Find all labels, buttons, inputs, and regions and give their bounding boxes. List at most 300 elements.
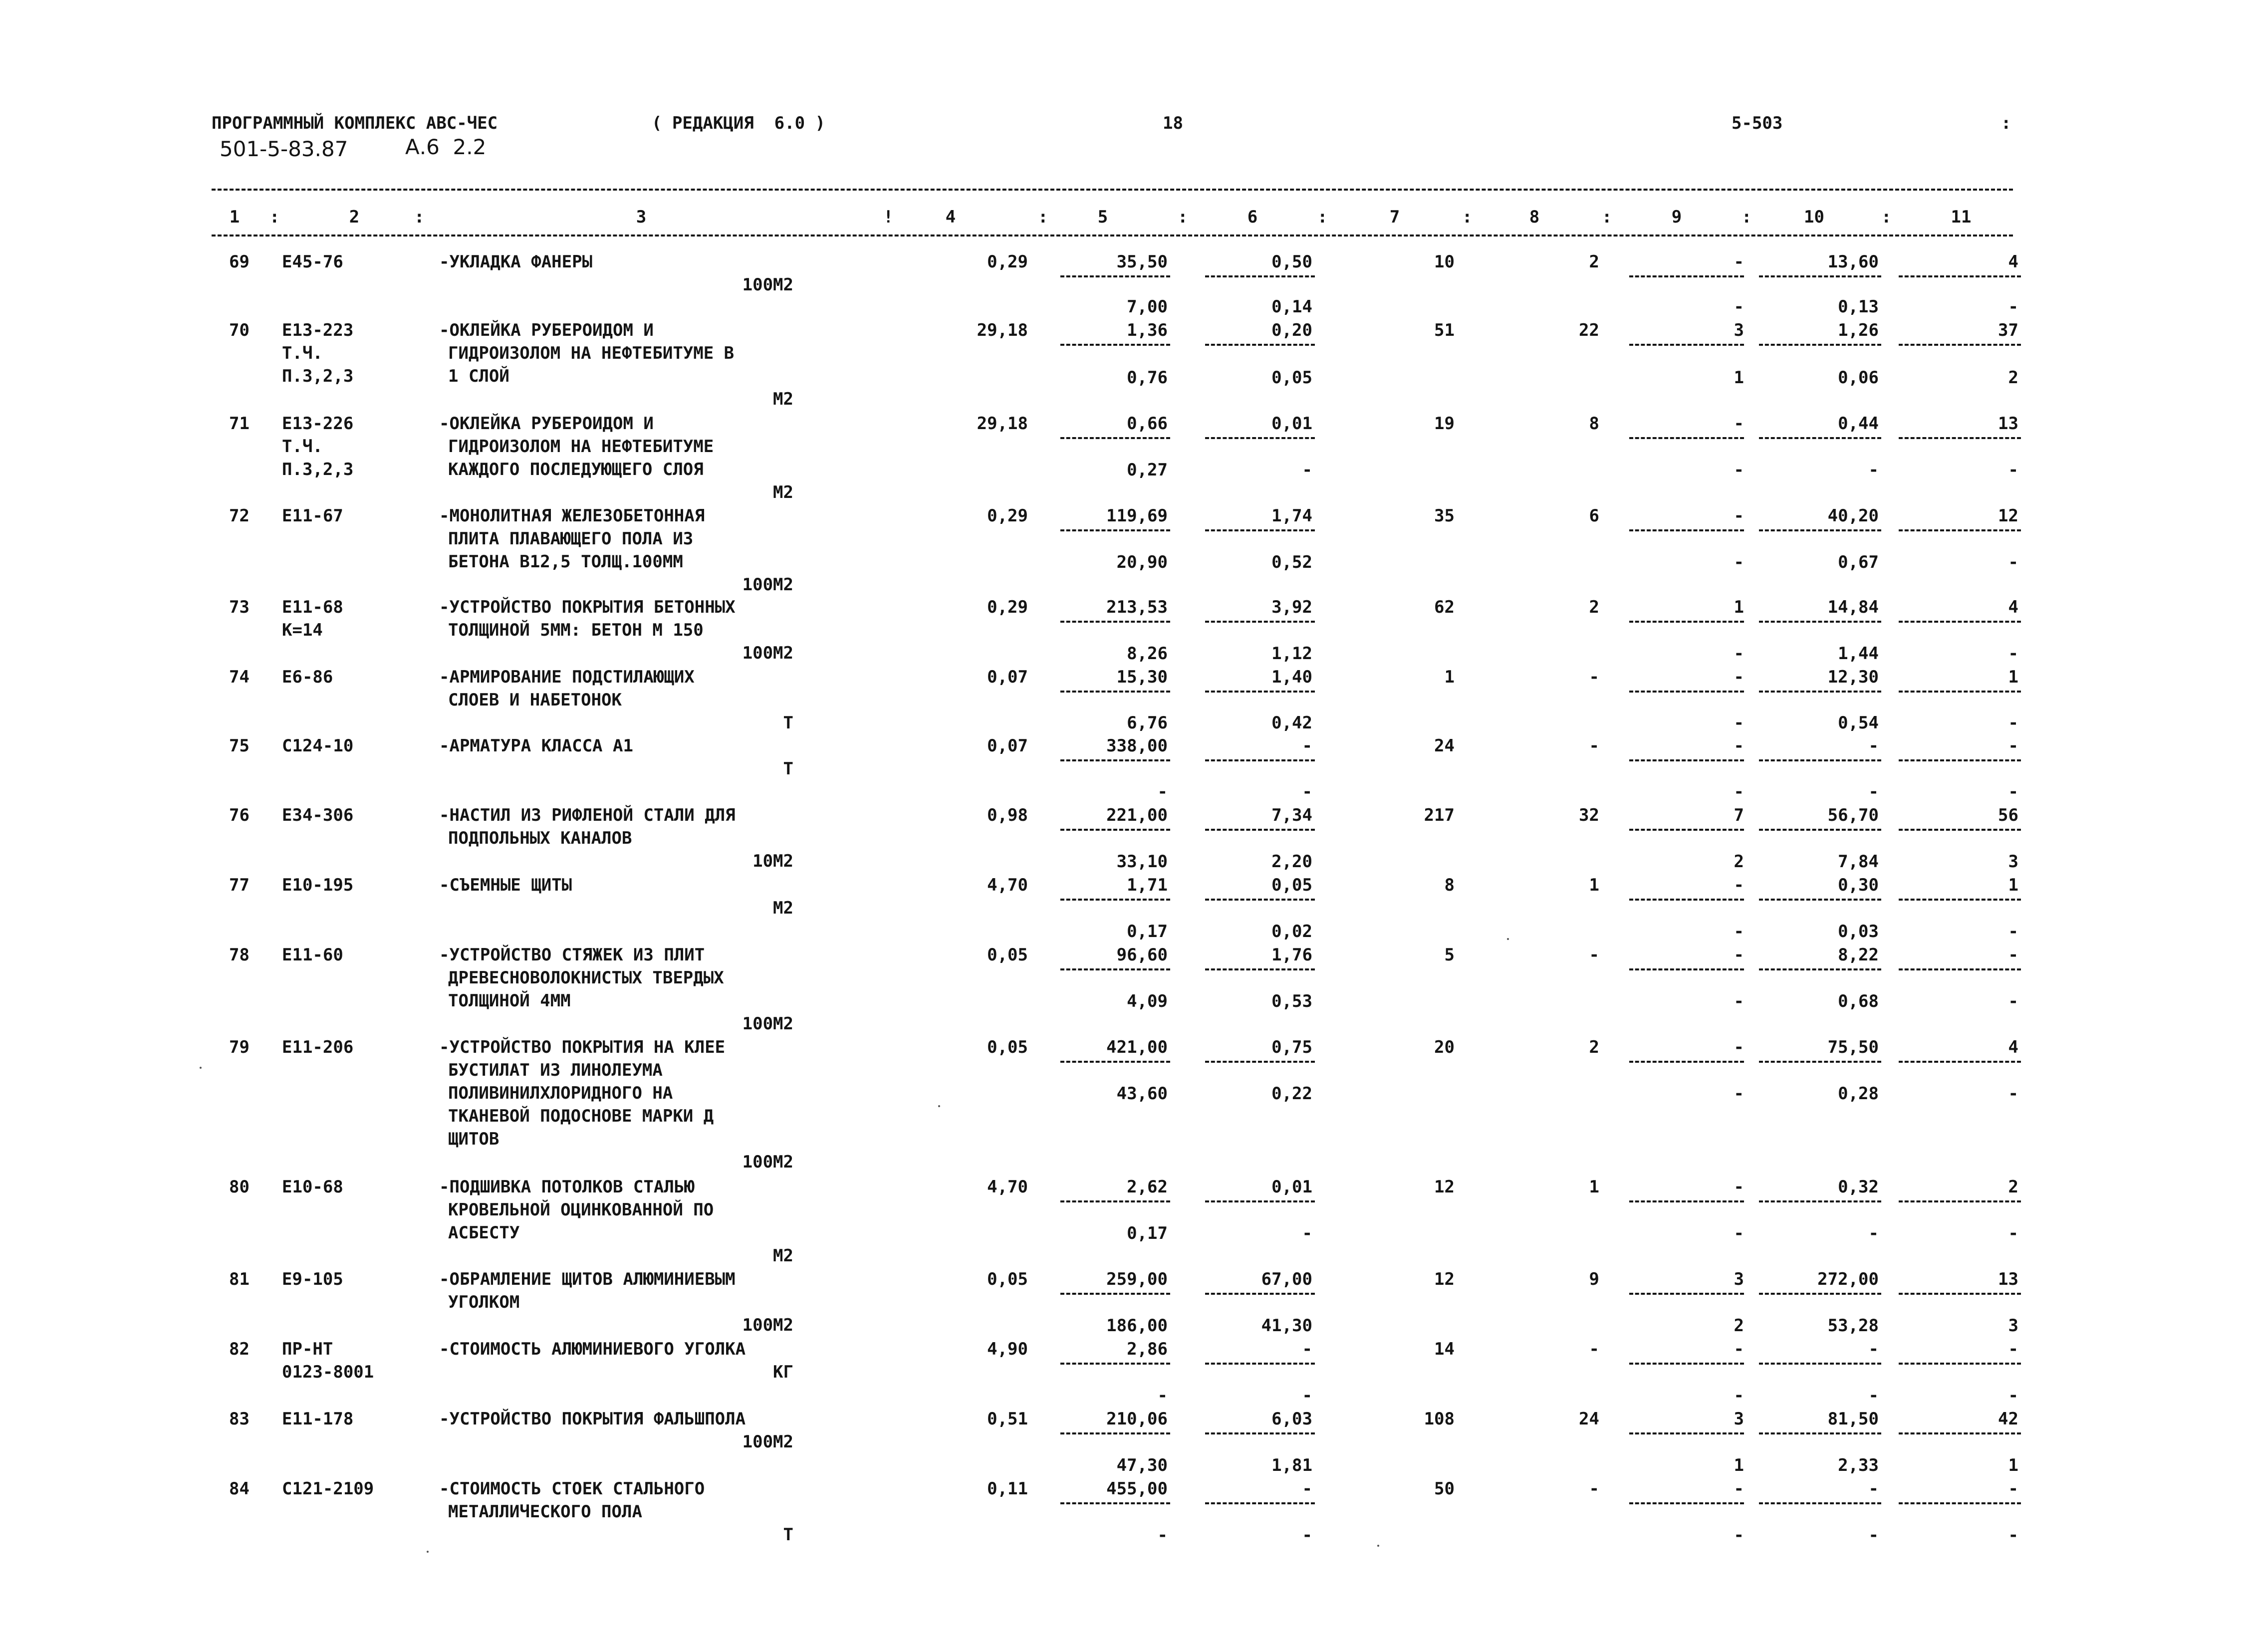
work-description: -НАСТИЛ ИЗ РИФЛЕНОЙ СТАЛИ ДЛЯ <box>439 805 736 825</box>
operator-hours: - <box>1868 1223 1879 1243</box>
operator-hours: 0,03 <box>1838 922 1879 942</box>
value-rule <box>1759 1432 1881 1434</box>
quantity-value: 0,05 <box>987 1269 1028 1289</box>
value-rule <box>1759 1502 1881 1504</box>
labor-hours: 0,30 <box>1838 875 1879 895</box>
wage-machine-total: 1 <box>1734 1455 1744 1475</box>
norm-code: Е6-86 <box>282 667 333 687</box>
cost-machines: 3,92 <box>1271 597 1312 617</box>
work-description: КРОВЕЛЬНОЙ ОЦИНКОВАННОЙ ПО <box>448 1200 714 1220</box>
operator-hours: 53,28 <box>1827 1316 1879 1336</box>
work-description: СЛОЕВ И НАБЕТОНОК <box>448 690 622 710</box>
machine-total: - <box>1734 667 1744 687</box>
value-rule <box>1629 691 1744 693</box>
row-number: 77 <box>229 875 249 895</box>
wage-in-cost: 0,17 <box>1127 1223 1168 1243</box>
value-rule <box>1899 275 2021 277</box>
wage-in-cost: - <box>1157 782 1168 802</box>
labor-cost: 1 <box>1589 875 1599 895</box>
work-description: ГИДРОИЗОЛОМ НА НЕФТЕБИТУМЕ <box>448 437 714 457</box>
labor-hours: - <box>1868 1479 1879 1499</box>
work-description: ПОДПОЛЬНЫХ КАНАЛОВ <box>448 828 632 848</box>
row-number: 71 <box>229 414 249 434</box>
work-description: -УСТРОЙСТВО ПОКРЫТИЯ ФАЛЬШПОЛА <box>439 1409 746 1429</box>
value-rule <box>1629 1502 1744 1504</box>
operator-hours: - <box>1868 782 1879 802</box>
labor-cost: 6 <box>1589 506 1599 526</box>
labor-hours-total: 56 <box>1998 805 2018 825</box>
wage-in-machines: 41,30 <box>1261 1316 1312 1336</box>
edition-label: ( РЕДАКЦИЯ 6.0 ) <box>652 113 825 133</box>
norm-code: Е13-223 <box>282 320 354 340</box>
cost-total: 96,60 <box>1116 945 1168 965</box>
value-rule <box>1205 829 1315 831</box>
value-rule <box>1060 529 1170 531</box>
operator-hours-total: - <box>2008 991 2018 1011</box>
work-description: АСБЕСТУ <box>448 1223 520 1243</box>
labor-cost: 24 <box>1579 1409 1599 1429</box>
value-rule <box>1205 1061 1315 1063</box>
wage-in-machines: 0,14 <box>1271 297 1312 317</box>
row-number: 72 <box>229 506 249 526</box>
work-description: ТОЛЩИНОЙ 5ММ: БЕТОН М 150 <box>448 620 704 640</box>
cost-machines: 0,20 <box>1271 320 1312 340</box>
value-rule <box>1205 344 1315 346</box>
wage-in-machines: - <box>1302 1386 1312 1406</box>
cost-machines: 67,00 <box>1261 1269 1312 1289</box>
corner-mark: : <box>2001 113 2011 133</box>
wage-in-cost: 0,27 <box>1127 460 1168 480</box>
column-separator: : <box>1881 207 1892 227</box>
value-rule <box>1060 1432 1170 1434</box>
unit-of-measure: М2 <box>773 1246 793 1266</box>
header-top-rule <box>212 189 2013 191</box>
work-description: -ОКЛЕЙКА РУБЕРОИДОМ И <box>439 320 654 340</box>
labor-hours: 272,00 <box>1817 1269 1879 1289</box>
cost-total: 35,50 <box>1116 252 1168 272</box>
row-number: 75 <box>229 736 249 756</box>
operator-hours: 7,84 <box>1838 852 1879 872</box>
work-description: -ОКЛЕЙКА РУБЕРОИДОМ И <box>439 414 654 434</box>
value-rule <box>1629 1200 1744 1202</box>
machine-total: 3 <box>1734 1409 1744 1429</box>
value-rule <box>1629 437 1744 439</box>
quantity-value: 0,05 <box>987 1037 1028 1057</box>
value-rule <box>1205 621 1315 623</box>
machine-total: - <box>1734 1037 1744 1057</box>
cost-machines: 0,05 <box>1271 875 1312 895</box>
work-description: МЕТАЛЛИЧЕСКОГО ПОЛА <box>448 1502 642 1522</box>
labor-cost: 22 <box>1579 320 1599 340</box>
value-rule <box>1060 1293 1170 1295</box>
work-description: ЩИТОВ <box>448 1129 499 1149</box>
quantity-value: 29,18 <box>977 320 1028 340</box>
document-id: 501-5-83.87 <box>220 137 348 161</box>
wage-machine-total: 1 <box>1734 368 1744 388</box>
column-header-11: 11 <box>1951 207 1972 227</box>
value-rule <box>1899 829 2021 831</box>
column-separator: : <box>1178 207 1188 227</box>
norm-code: П.3,2,3 <box>282 460 354 479</box>
machine-total: 7 <box>1734 805 1744 825</box>
quantity-value: 4,70 <box>987 875 1028 895</box>
work-description: -АРМИРОВАНИЕ ПОДСТИЛАЮЩИХ <box>439 667 695 687</box>
value-rule <box>1060 691 1170 693</box>
labor-hours-total: - <box>2008 945 2018 965</box>
labor-hours-total: 12 <box>1998 506 2018 526</box>
scan-speck <box>1377 1545 1379 1547</box>
labor-hours: 40,20 <box>1827 506 1879 526</box>
total-cost: 14 <box>1434 1339 1455 1359</box>
row-number: 79 <box>229 1037 249 1057</box>
row-number: 81 <box>229 1269 249 1289</box>
labor-hours-total: - <box>2008 1479 2018 1499</box>
total-cost: 12 <box>1434 1269 1455 1289</box>
quantity-value: 0,98 <box>987 805 1028 825</box>
scan-speck <box>427 1551 429 1553</box>
cost-total: 259,00 <box>1106 1269 1168 1289</box>
page-number: 18 <box>1163 113 1183 133</box>
row-number: 70 <box>229 320 249 340</box>
header-bottom-rule <box>212 235 2013 236</box>
scan-speck <box>1507 938 1509 940</box>
operator-hours: - <box>1868 1386 1879 1406</box>
row-number: 83 <box>229 1409 249 1429</box>
total-cost: 19 <box>1434 414 1455 434</box>
work-description: -ПОДШИВКА ПОТОЛКОВ СТАЛЬЮ <box>439 1177 695 1197</box>
value-rule <box>1899 1293 2021 1295</box>
row-number: 76 <box>229 805 249 825</box>
wage-machine-total: - <box>1734 1386 1744 1406</box>
wage-in-machines: - <box>1302 1223 1312 1243</box>
total-cost: 8 <box>1444 875 1455 895</box>
value-rule <box>1060 1200 1170 1202</box>
labor-hours: 1,26 <box>1838 320 1879 340</box>
labor-hours-total: 4 <box>2008 252 2018 272</box>
value-rule <box>1759 529 1881 531</box>
cost-machines: 6,03 <box>1271 1409 1312 1429</box>
value-rule <box>1899 691 2021 693</box>
labor-cost: - <box>1589 1479 1599 1499</box>
column-header-4: 4 <box>945 207 956 227</box>
labor-hours: 13,60 <box>1827 252 1879 272</box>
cost-machines: - <box>1302 1339 1312 1359</box>
operator-hours: - <box>1868 1525 1879 1545</box>
scan-speck <box>200 1067 202 1069</box>
value-rule <box>1759 899 1881 901</box>
labor-cost: 32 <box>1579 805 1599 825</box>
wage-in-machines: 1,81 <box>1271 1455 1312 1475</box>
value-rule <box>1060 759 1170 761</box>
norm-code: П.3,2,3 <box>282 366 354 386</box>
operator-hours-total: 3 <box>2008 852 2018 872</box>
total-cost: 50 <box>1434 1479 1455 1499</box>
value-rule <box>1205 1293 1315 1295</box>
cost-machines: 0,50 <box>1271 252 1312 272</box>
machine-total: - <box>1734 1479 1744 1499</box>
work-description: КАЖДОГО ПОСЛЕДУЮЩЕГО СЛОЯ <box>448 460 704 479</box>
operator-hours: 0,68 <box>1838 991 1879 1011</box>
labor-cost: - <box>1589 1339 1599 1359</box>
machine-total: - <box>1734 875 1744 895</box>
cost-total: 0,66 <box>1127 414 1168 434</box>
operator-hours-total: - <box>2008 1223 2018 1243</box>
wage-in-cost: 33,10 <box>1116 852 1168 872</box>
value-rule <box>1060 1061 1170 1063</box>
unit-of-measure: 100М2 <box>742 275 793 295</box>
row-number: 84 <box>229 1479 249 1499</box>
value-rule <box>1629 621 1744 623</box>
work-description: УГОЛКОМ <box>448 1292 520 1312</box>
wage-machine-total: - <box>1734 1084 1744 1104</box>
operator-hours-total: - <box>2008 782 2018 802</box>
wage-in-cost: 6,76 <box>1127 713 1168 733</box>
total-cost: 62 <box>1434 597 1455 617</box>
column-header-2: 2 <box>349 207 360 227</box>
value-rule <box>1899 1432 2021 1434</box>
unit-of-measure: 100М2 <box>742 1315 793 1335</box>
value-rule <box>1759 344 1881 346</box>
value-rule <box>1759 1200 1881 1202</box>
row-number: 73 <box>229 597 249 617</box>
value-rule <box>1759 968 1881 970</box>
wage-machine-total: - <box>1734 713 1744 733</box>
wage-machine-total: - <box>1734 1525 1744 1545</box>
machine-total: 3 <box>1734 1269 1744 1289</box>
wage-in-cost: 43,60 <box>1116 1084 1168 1104</box>
value-rule <box>1205 1432 1315 1434</box>
value-rule <box>1899 899 2021 901</box>
wage-machine-total: - <box>1734 922 1744 942</box>
project-code: 5-503 <box>1732 113 1783 133</box>
work-description: -МОНОЛИТНАЯ ЖЕЛЕЗОБЕТОННАЯ <box>439 506 705 526</box>
unit-of-measure: Т <box>783 713 793 733</box>
value-rule <box>1629 1293 1744 1295</box>
labor-hours: 0,44 <box>1838 414 1879 434</box>
operator-hours-total: 3 <box>2008 1316 2018 1336</box>
value-rule <box>1899 968 2021 970</box>
operator-hours: 0,13 <box>1838 297 1879 317</box>
norm-code: Е11-67 <box>282 506 343 526</box>
work-description: ПЛИТА ПЛАВАЮЩЕГО ПОЛА ИЗ <box>448 529 694 549</box>
norm-code: Е45-76 <box>282 252 343 272</box>
value-rule <box>1629 1363 1744 1365</box>
cost-machines: 1,74 <box>1271 506 1312 526</box>
cost-total: 1,71 <box>1127 875 1168 895</box>
machine-total: - <box>1734 736 1744 756</box>
total-cost: 108 <box>1424 1409 1455 1429</box>
value-rule <box>1899 1061 2021 1063</box>
work-description: -СЪЕМНЫЕ ЩИТЫ <box>439 875 572 895</box>
operator-hours: 0,67 <box>1838 552 1879 572</box>
quantity-value: 0,29 <box>987 506 1028 526</box>
column-separator: : <box>414 207 425 227</box>
column-header-1: 1 <box>229 207 240 227</box>
wage-machine-total: - <box>1734 552 1744 572</box>
value-rule <box>1060 1363 1170 1365</box>
labor-cost: 2 <box>1589 252 1599 272</box>
value-rule <box>1899 759 2021 761</box>
value-rule <box>1060 437 1170 439</box>
work-description: ДРЕВЕСНОВОЛОКНИСТЫХ ТВЕРДЫХ <box>448 968 724 988</box>
work-description: -СТОИМОСТЬ АЛЮМИНИЕВОГО УГОЛКА <box>439 1339 746 1359</box>
value-rule <box>1899 621 2021 623</box>
operator-hours: 2,33 <box>1838 1455 1879 1475</box>
norm-code: Т.Ч. <box>282 343 323 363</box>
unit-of-measure: 100М2 <box>742 643 793 663</box>
column-header-5: 5 <box>1097 207 1108 227</box>
quantity-value: 0,29 <box>987 252 1028 272</box>
value-rule <box>1899 1200 2021 1202</box>
wage-in-machines: 0,52 <box>1271 552 1312 572</box>
cost-total: 421,00 <box>1106 1037 1168 1057</box>
machine-total: - <box>1734 1339 1744 1359</box>
column-separator: : <box>1038 207 1048 227</box>
wage-machine-total: - <box>1734 460 1744 480</box>
operator-hours-total: - <box>2008 1386 2018 1406</box>
wage-machine-total: - <box>1734 782 1744 802</box>
operator-hours-total: - <box>2008 1525 2018 1545</box>
machine-total: 1 <box>1734 597 1744 617</box>
wage-machine-total: - <box>1734 297 1744 317</box>
program-title: ПРОГРАММНЫЙ КОМПЛЕКС АВС-ЧЕС <box>212 113 498 133</box>
wage-in-machines: 1,12 <box>1271 644 1312 664</box>
value-rule <box>1899 1502 2021 1504</box>
wage-in-cost: 186,00 <box>1106 1316 1168 1336</box>
wage-in-cost: 47,30 <box>1116 1455 1168 1475</box>
wage-in-machines: - <box>1302 782 1312 802</box>
value-rule <box>1205 437 1315 439</box>
value-rule <box>1205 1502 1315 1504</box>
value-rule <box>1060 621 1170 623</box>
value-rule <box>1205 1363 1315 1365</box>
work-description: БЕТОНА В12,5 ТОЛЩ.100ММ <box>448 552 683 572</box>
operator-hours-total: - <box>2008 644 2018 664</box>
total-cost: 1 <box>1444 667 1455 687</box>
wage-in-cost: 4,09 <box>1127 991 1168 1011</box>
labor-hours: 14,84 <box>1827 597 1879 617</box>
value-rule <box>1629 899 1744 901</box>
operator-hours: - <box>1868 460 1879 480</box>
value-rule <box>1759 829 1881 831</box>
quantity-value: 0,07 <box>987 667 1028 687</box>
row-number: 78 <box>229 945 249 965</box>
column-header-6: 6 <box>1247 207 1258 227</box>
value-rule <box>1205 1200 1315 1202</box>
norm-code: С124-10 <box>282 736 354 756</box>
cost-total: 221,00 <box>1106 805 1168 825</box>
work-description: БУСТИЛАТ ИЗ ЛИНОЛЕУМА <box>448 1060 663 1080</box>
labor-hours-total: 13 <box>1998 414 2018 434</box>
cost-machines: 7,34 <box>1271 805 1312 825</box>
cost-machines: 0,01 <box>1271 414 1312 434</box>
machine-total: - <box>1734 414 1744 434</box>
unit-of-measure: КГ <box>773 1362 793 1382</box>
operator-hours-total: 2 <box>2008 368 2018 388</box>
operator-hours: 1,44 <box>1838 644 1879 664</box>
total-cost: 12 <box>1434 1177 1455 1197</box>
cost-machines: 1,76 <box>1271 945 1312 965</box>
labor-cost: 2 <box>1589 597 1599 617</box>
value-rule <box>1759 275 1881 277</box>
value-rule <box>1759 621 1881 623</box>
wage-in-machines: 0,53 <box>1271 991 1312 1011</box>
wage-in-machines: 0,05 <box>1271 368 1312 388</box>
column-header-8: 8 <box>1529 207 1540 227</box>
column-header-7: 7 <box>1389 207 1400 227</box>
operator-hours-total: - <box>2008 460 2018 480</box>
norm-code: Е11-60 <box>282 945 343 965</box>
column-separator: : <box>269 207 280 227</box>
wage-machine-total: - <box>1734 1223 1744 1243</box>
norm-code: Е9-105 <box>282 1269 343 1289</box>
labor-cost: - <box>1589 667 1599 687</box>
row-number: 69 <box>229 252 249 272</box>
value-rule <box>1060 1502 1170 1504</box>
cost-total: 213,53 <box>1106 597 1168 617</box>
row-number: 80 <box>229 1177 249 1197</box>
operator-hours: 0,28 <box>1838 1084 1879 1104</box>
value-rule <box>1629 529 1744 531</box>
labor-hours: - <box>1868 736 1879 756</box>
labor-hours-total: 2 <box>2008 1177 2018 1197</box>
cost-total: 455,00 <box>1106 1479 1168 1499</box>
labor-hours-total: - <box>2008 1339 2018 1359</box>
cost-machines: - <box>1302 1479 1312 1499</box>
work-description: ТОЛЩИНОЙ 4ММ <box>448 991 571 1011</box>
value-rule <box>1759 691 1881 693</box>
work-description: -УСТРОЙСТВО СТЯЖЕК ИЗ ПЛИТ <box>439 945 705 965</box>
quantity-value: 4,90 <box>987 1339 1028 1359</box>
labor-hours: 12,30 <box>1827 667 1879 687</box>
labor-hours: 75,50 <box>1827 1037 1879 1057</box>
value-rule <box>1629 1061 1744 1063</box>
norm-code: ПР-НТ <box>282 1339 333 1359</box>
value-rule <box>1205 899 1315 901</box>
value-rule <box>1759 1293 1881 1295</box>
labor-hours-total: 4 <box>2008 1037 2018 1057</box>
value-rule <box>1629 829 1744 831</box>
column-separator: : <box>1462 207 1473 227</box>
labor-cost: 1 <box>1589 1177 1599 1197</box>
labor-hours-total: 1 <box>2008 667 2018 687</box>
column-separator: : <box>1602 207 1612 227</box>
unit-of-measure: М2 <box>773 389 793 409</box>
wage-machine-total: - <box>1734 644 1744 664</box>
labor-hours-total: 13 <box>1998 1269 2018 1289</box>
cost-machines: - <box>1302 736 1312 756</box>
unit-of-measure: М2 <box>773 898 793 918</box>
value-rule <box>1629 275 1744 277</box>
wage-in-machines: 0,02 <box>1271 922 1312 942</box>
cost-machines: 0,01 <box>1271 1177 1312 1197</box>
norm-code: Е10-195 <box>282 875 354 895</box>
unit-of-measure: Т <box>783 1525 793 1545</box>
row-number: 82 <box>229 1339 249 1359</box>
operator-hours-total: - <box>2008 552 2018 572</box>
row-number: 74 <box>229 667 249 687</box>
work-description: -АРМАТУРА КЛАССА А1 <box>439 736 633 756</box>
work-description: -УСТРОЙСТВО ПОКРЫТИЯ НА КЛЕЕ <box>439 1037 726 1057</box>
work-description: -ОБРАМЛЕНИЕ ЩИТОВ АЛЮМИНИЕВЫМ <box>439 1269 736 1289</box>
cost-total: 15,30 <box>1116 667 1168 687</box>
total-cost: 10 <box>1434 252 1455 272</box>
total-cost: 217 <box>1424 805 1455 825</box>
value-rule <box>1629 344 1744 346</box>
work-description: -УСТРОЙСТВО ПОКРЫТИЯ БЕТОННЫХ <box>439 597 736 617</box>
machine-total: - <box>1734 1177 1744 1197</box>
norm-code: С121-2109 <box>282 1479 374 1499</box>
